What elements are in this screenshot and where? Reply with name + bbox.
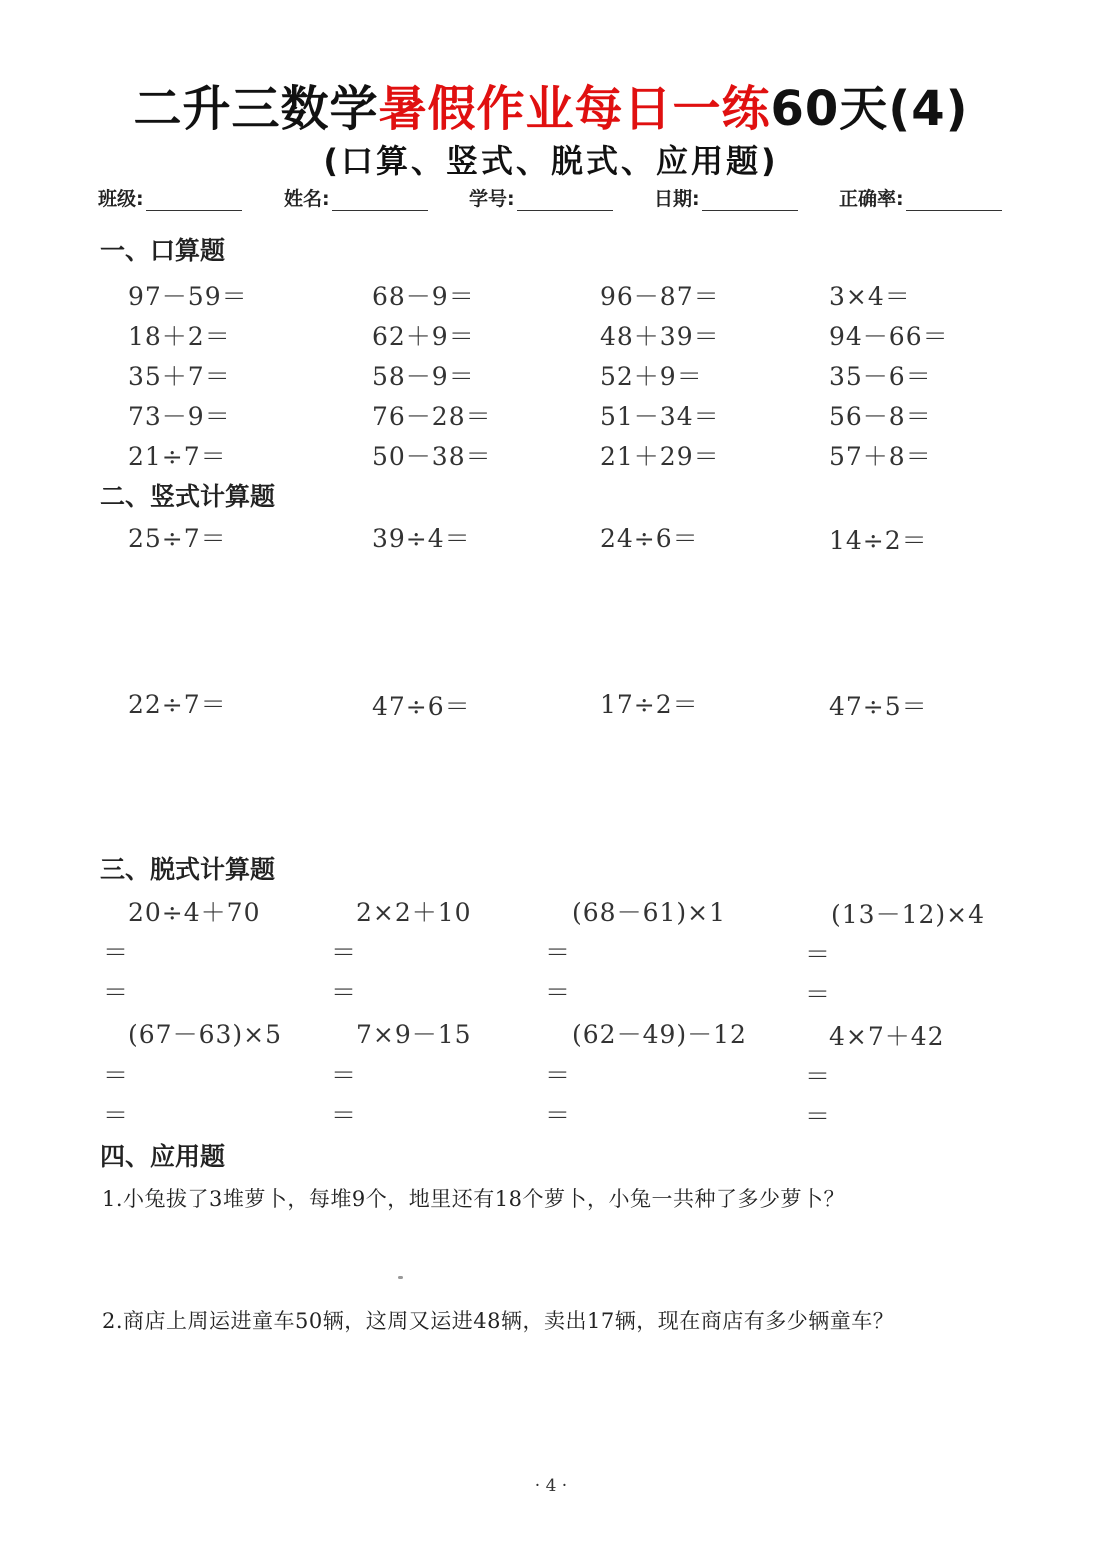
vertical-problem: 14÷2＝	[829, 526, 928, 555]
stepwise-problem: 2×2＋10	[356, 898, 472, 927]
page-number: · 4 ·	[534, 1476, 568, 1496]
word-problem-1: 1.小兔拔了3堆萝卜，每堆9个，地里还有18个萝卜，小兔一共种了多少萝卜？	[102, 1187, 845, 1211]
stepwise-problem: (67－63)×5	[128, 1020, 282, 1049]
section-oral-title: 一、口算题	[100, 236, 226, 265]
vertical-problem: 47÷5＝	[829, 692, 928, 721]
oral-problem: 35－6＝	[829, 362, 932, 391]
info-class	[98, 184, 242, 211]
oral-problem: 97－59＝	[128, 282, 248, 311]
equals-line: ＝	[805, 940, 832, 969]
vertical-problem: 24÷6＝	[600, 524, 699, 553]
vertical-problem: 22÷7＝	[128, 690, 227, 719]
vertical-problem: 47÷6＝	[372, 692, 471, 721]
oral-problem: 56－8＝	[829, 402, 932, 431]
scan-speck	[398, 1276, 403, 1279]
equals-line: ＝	[545, 1101, 572, 1130]
info-number	[469, 184, 613, 211]
oral-problem: 73－9＝	[128, 402, 231, 431]
info-name-label: 姓名:	[284, 188, 330, 210]
stepwise-problem: 20÷4＋70	[128, 898, 261, 927]
equals-line: ＝	[331, 1101, 358, 1130]
equals-line: ＝	[331, 938, 358, 967]
oral-problem: 48＋39＝	[600, 322, 720, 351]
vertical-problem: 25÷7＝	[128, 524, 227, 553]
equals-line: ＝	[545, 978, 572, 1007]
oral-problem: 21＋29＝	[600, 442, 720, 471]
title-red: 暑假作业每日一练	[378, 81, 771, 137]
section-word-title: 四、应用题	[100, 1142, 226, 1171]
equals-line: ＝	[103, 1101, 130, 1130]
equals-line: ＝	[545, 938, 572, 967]
page-title	[0, 70, 1102, 139]
vertical-problem: 17÷2＝	[600, 690, 699, 719]
equals-line: ＝	[545, 1061, 572, 1090]
info-number-label: 学号:	[469, 188, 515, 210]
stepwise-problem: (62－49)－12	[572, 1020, 747, 1049]
equals-line: ＝	[805, 1062, 832, 1091]
info-date-label: 日期:	[654, 188, 700, 210]
info-name-blank[interactable]	[332, 192, 428, 211]
info-date	[654, 184, 798, 211]
oral-problem: 62＋9＝	[372, 322, 475, 351]
info-number-blank[interactable]	[517, 192, 613, 211]
info-class-blank[interactable]	[146, 192, 242, 211]
info-name	[284, 184, 428, 211]
oral-problem: 76－28＝	[372, 402, 492, 431]
equals-line: ＝	[103, 1061, 130, 1090]
oral-problem: 96－87＝	[600, 282, 720, 311]
info-accuracy-label: 正确率:	[839, 188, 904, 210]
oral-problem: 35＋7＝	[128, 362, 231, 391]
info-date-blank[interactable]	[702, 192, 798, 211]
equals-line: ＝	[805, 980, 832, 1009]
info-accuracy	[839, 184, 1002, 211]
word-problem-2: 2.商店上周运进童车50辆，这周又运进48辆，卖出17辆，现在商店有多少辆童车？	[102, 1309, 895, 1333]
oral-problem: 50－38＝	[372, 442, 492, 471]
oral-problem: 52＋9＝	[600, 362, 703, 391]
equals-line: ＝	[805, 1102, 832, 1131]
info-class-label: 班级:	[98, 188, 144, 210]
section-vertical-title: 二、竖式计算题	[100, 482, 276, 511]
stepwise-problem: 7×9－15	[356, 1020, 472, 1049]
equals-line: ＝	[103, 938, 130, 967]
vertical-problem: 39÷4＝	[372, 524, 471, 553]
info-accuracy-blank[interactable]	[906, 192, 1002, 211]
equals-line: ＝	[331, 1061, 358, 1090]
oral-problem: 51－34＝	[600, 402, 720, 431]
oral-problem: 58－9＝	[372, 362, 475, 391]
oral-problem: 3×4＝	[829, 282, 911, 311]
oral-problem: 94－66＝	[829, 322, 949, 351]
oral-problem: 21÷7＝	[128, 442, 227, 471]
oral-problem: 57＋8＝	[829, 442, 932, 471]
title-black: 二升三数学	[133, 81, 379, 137]
equals-line: ＝	[103, 978, 130, 1007]
section-stepwise-title: 三、脱式计算题	[100, 855, 276, 884]
page-subtitle: (口算、竖式、脱式、应用题)	[323, 142, 779, 180]
stepwise-problem: (68－61)×1	[572, 898, 726, 927]
stepwise-problem: (13－12)×4	[831, 900, 985, 929]
equals-line: ＝	[331, 978, 358, 1007]
stepwise-problem: 4×7＋42	[829, 1022, 945, 1051]
title-suffix: 60天(4)	[770, 81, 969, 137]
oral-problem: 18＋2＝	[128, 322, 231, 351]
oral-problem: 68－9＝	[372, 282, 475, 311]
